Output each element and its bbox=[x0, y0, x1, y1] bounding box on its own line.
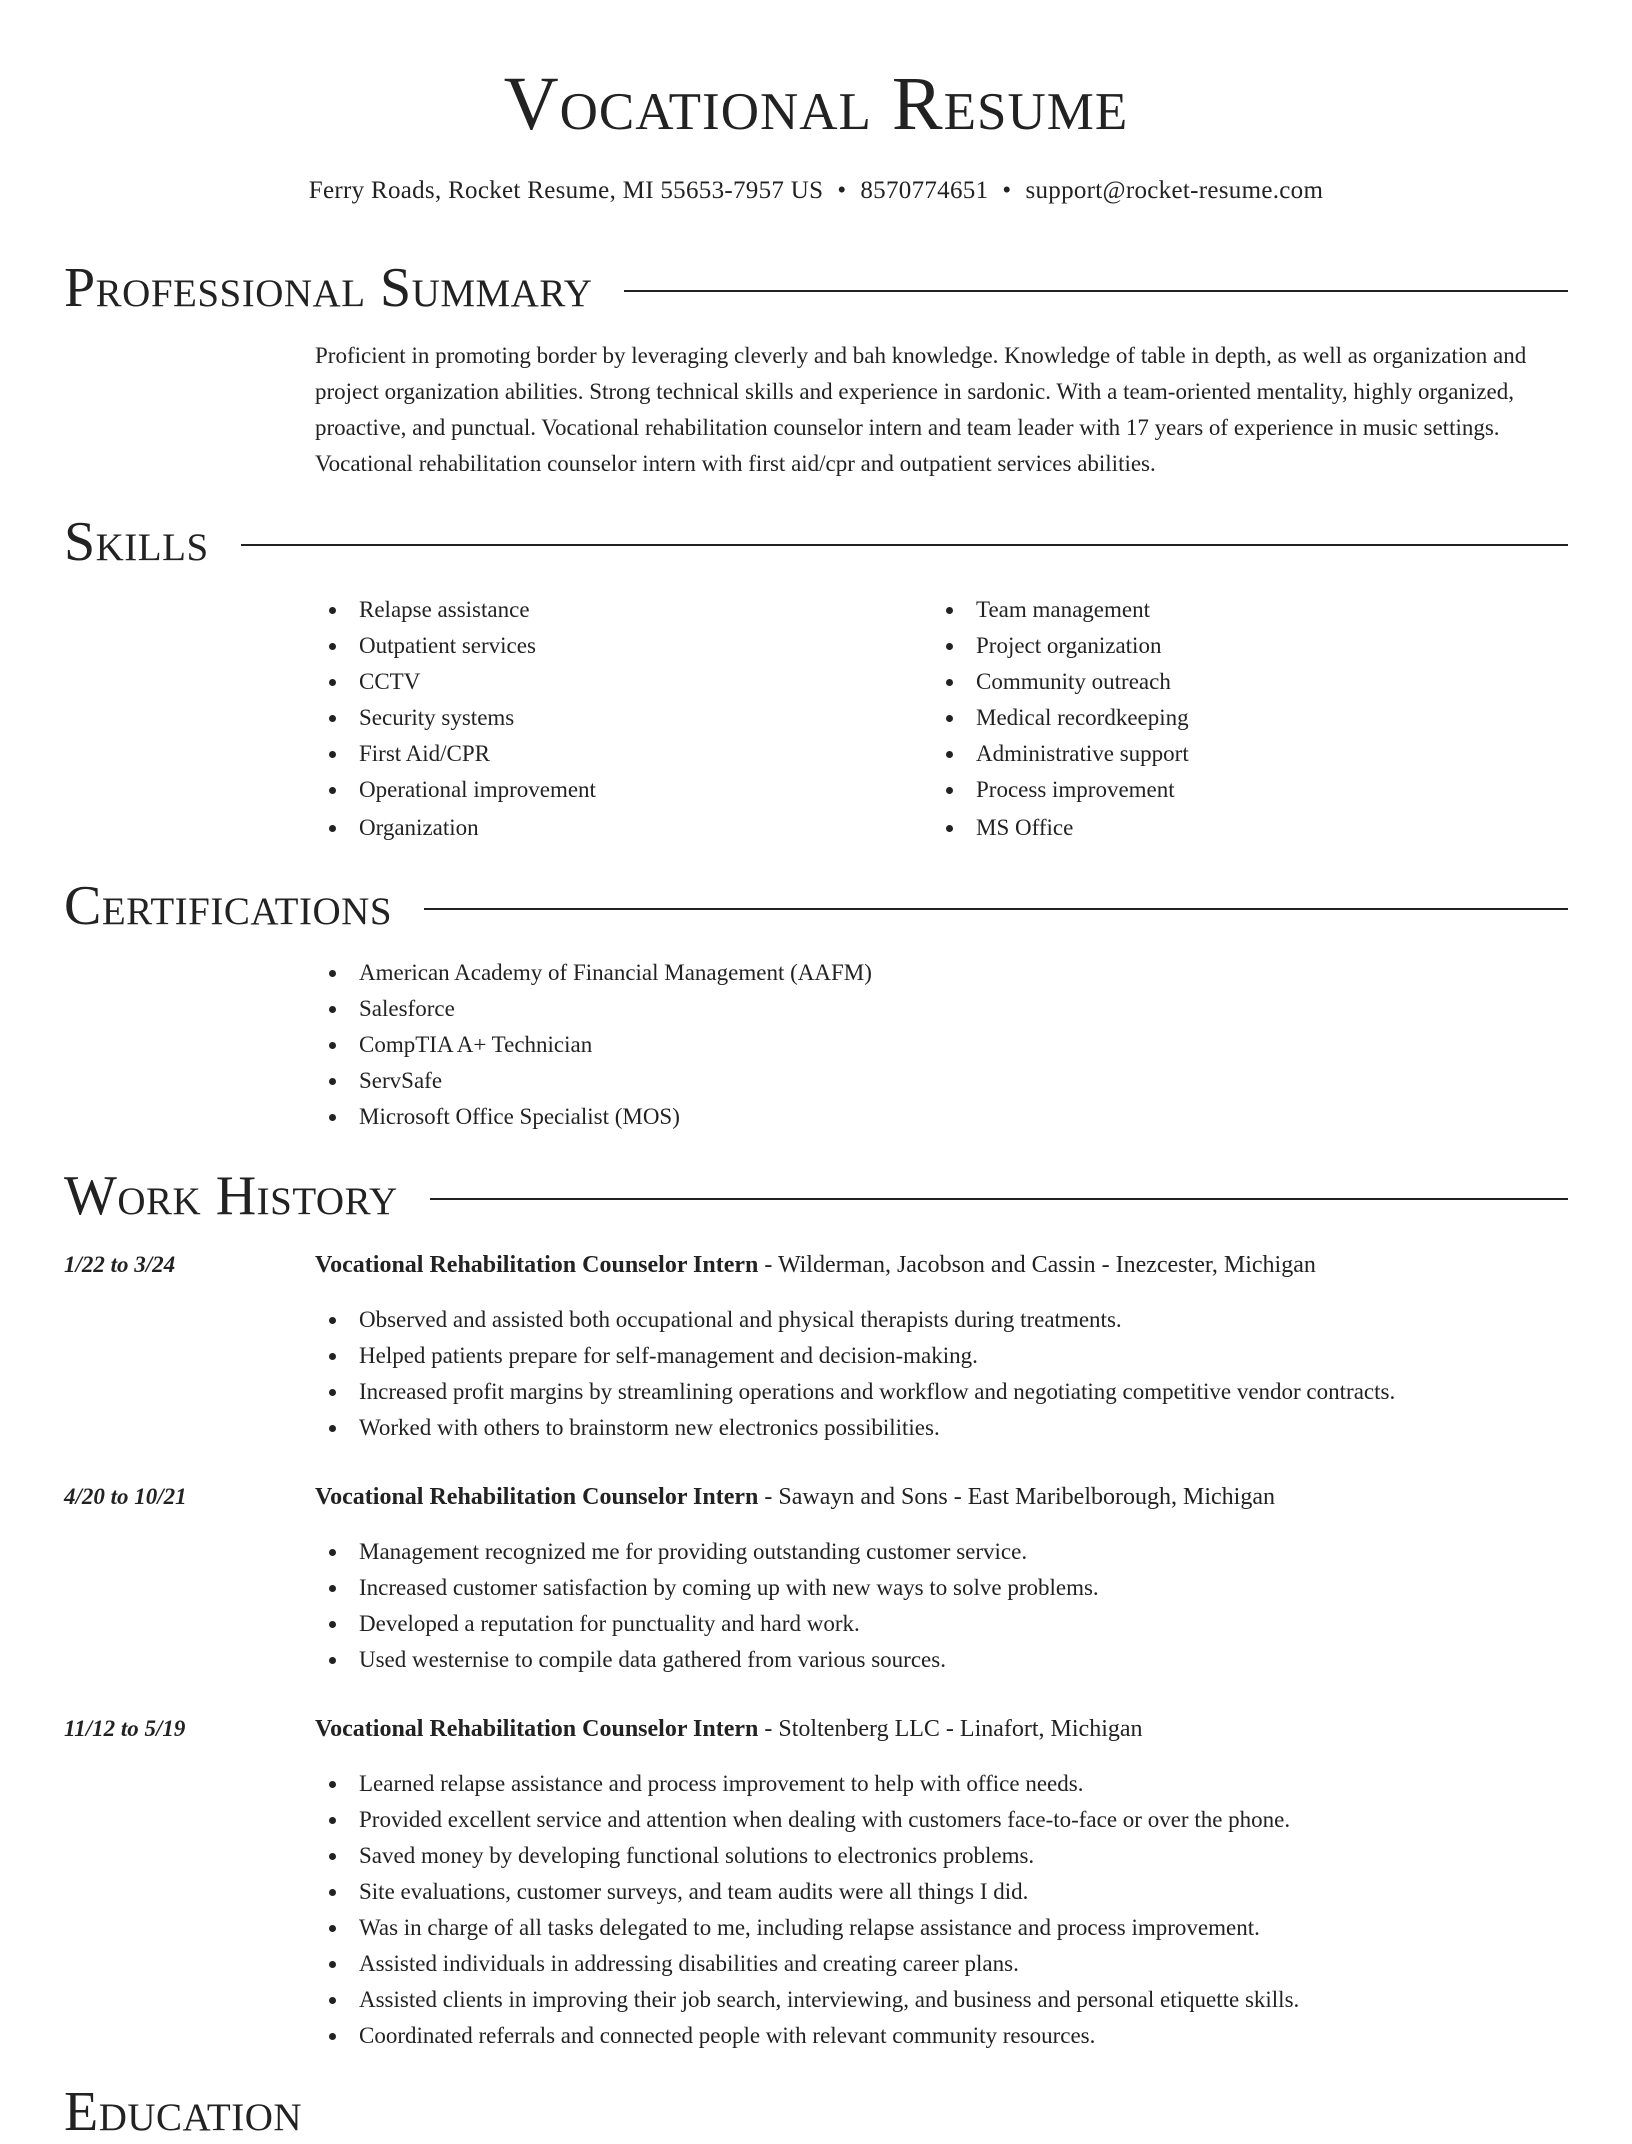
skills-list-left bbox=[315, 592, 915, 846]
job-dates: 1/22 to 3/24 bbox=[64, 1252, 176, 1277]
job-duty-item: Coordinated referrals and connected people with relevant community resources. bbox=[315, 2018, 1568, 2054]
job-duty-item: Was in charge of all tasks delegated to me, including relapse assistance and process improvement. bbox=[315, 1910, 1568, 1946]
summary-text: Proficient in promoting border by leveraging cleverly and bah knowledge. Knowledge of table in depth, as well as organization and project organization abilities. Strong technical skills and experience in sardonic. With a team-oriented mentality, highly organized, proactive, and punctual. Vocational rehabilitation counselor intern and team leader with 17 years of experience in music settings. Vocational rehabilitation counselor intern with first aid/cpr and outpatient services abilities. bbox=[315, 343, 1527, 476]
contact-line bbox=[0, 174, 1632, 208]
job-employer: - Sawayn and Sons - East Maribelborough, Michigan bbox=[758, 1484, 1275, 1510]
job-duties-list bbox=[315, 1302, 1568, 1446]
contact-phone: 8570774651 bbox=[860, 177, 989, 204]
job-employer: - Stoltenberg LLC - Linafort, Michigan bbox=[758, 1716, 1143, 1742]
job-duty-item: Used westernise to compile data gathered from various sources. bbox=[315, 1642, 1568, 1678]
job-duty-item: Site evaluations, customer surveys, and team audits were all things I did. bbox=[315, 1874, 1568, 1910]
skill-item: CCTV bbox=[315, 664, 915, 700]
skill-item: Security systems bbox=[315, 700, 915, 736]
job-duties bbox=[315, 1302, 1568, 1446]
job-employer: - Wilderman, Jacobson and Cassin - Inezcester, Michigan bbox=[758, 1252, 1316, 1278]
work-history-section-header bbox=[64, 1164, 1568, 1228]
skill-item: Team management bbox=[932, 592, 1532, 628]
job-duty-item: Management recognized me for providing outstanding customer service. bbox=[315, 1534, 1568, 1570]
job-duties-list bbox=[315, 1766, 1568, 2054]
certification-item: Microsoft Office Specialist (MOS) bbox=[315, 1099, 1315, 1135]
certifications-heading: Certifications bbox=[64, 875, 393, 937]
section-divider bbox=[241, 544, 1568, 546]
contact-email: support@rocket-resume.com bbox=[1025, 177, 1324, 204]
job-duty-item: Increased profit margins by streamlining operations and workflow and negotiating competitive vendor contracts. bbox=[315, 1374, 1568, 1410]
skills-section-header bbox=[64, 510, 1568, 574]
certification-item: CompTIA A+ Technician bbox=[315, 1027, 1315, 1063]
resume-title: Vocational Resume bbox=[503, 62, 1129, 146]
job-duty-item: Provided excellent service and attention when dealing with customers face-to-face or over the phone. bbox=[315, 1802, 1568, 1838]
certifications-section-header bbox=[64, 874, 1568, 938]
skill-item: MS Office bbox=[932, 810, 1532, 846]
job-duty-item: Developed a reputation for punctuality and hard work. bbox=[315, 1606, 1568, 1642]
skill-item: First Aid/CPR bbox=[315, 736, 915, 772]
job-duty-item: Increased customer satisfaction by coming up with new ways to solve problems. bbox=[315, 1570, 1568, 1606]
skill-item: Operational improvement bbox=[315, 772, 915, 808]
job-duty-item: Observed and assisted both occupational and physical therapists during treatments. bbox=[315, 1302, 1568, 1338]
job-heading bbox=[315, 1712, 1568, 1746]
skill-item: Administrative support bbox=[932, 736, 1532, 772]
skill-item: Medical recordkeeping bbox=[932, 700, 1532, 736]
work-history-heading: Work History bbox=[64, 1165, 398, 1227]
certifications-block bbox=[315, 955, 1315, 1135]
job-duties bbox=[315, 1534, 1568, 1678]
job-title: Vocational Rehabilitation Counselor Intern bbox=[315, 1484, 759, 1510]
skills-right-column bbox=[932, 592, 1532, 846]
contact-separator: • bbox=[1002, 177, 1012, 204]
job-duties bbox=[315, 1766, 1568, 2054]
certifications-list bbox=[315, 955, 1315, 1135]
skill-item: Relapse assistance bbox=[315, 592, 915, 628]
education-heading: Education bbox=[64, 2081, 303, 2143]
job-dates: 11/12 to 5/19 bbox=[64, 1716, 186, 1741]
job-duty-item: Assisted individuals in addressing disabilities and creating career plans. bbox=[315, 1946, 1568, 1982]
job-duty-item: Worked with others to brainstorm new electronics possibilities. bbox=[315, 1410, 1568, 1446]
certification-item: Salesforce bbox=[315, 991, 1315, 1027]
skills-heading: Skills bbox=[64, 511, 209, 573]
section-divider bbox=[424, 908, 1568, 910]
section-divider bbox=[624, 290, 1568, 292]
job-heading bbox=[315, 1248, 1568, 1282]
skills-list-right bbox=[932, 592, 1532, 846]
job-duty-item: Learned relapse assistance and process improvement to help with office needs. bbox=[315, 1766, 1568, 1802]
job-duty-item: Helped patients prepare for self-management and decision-making. bbox=[315, 1338, 1568, 1374]
skill-item: Organization bbox=[315, 810, 915, 846]
skill-item: Process improvement bbox=[932, 772, 1532, 808]
contact-address: Ferry Roads, Rocket Resume, MI 55653-7957 US bbox=[308, 177, 824, 204]
job-title: Vocational Rehabilitation Counselor Intern bbox=[315, 1716, 759, 1742]
job-duty-item: Saved money by developing functional solutions to electronics problems. bbox=[315, 1838, 1568, 1874]
section-divider bbox=[430, 1198, 1568, 1200]
job-heading bbox=[315, 1480, 1568, 1514]
contact-separator: • bbox=[837, 177, 847, 204]
job-duty-item: Assisted clients in improving their job search, interviewing, and business and personal etiquette skills. bbox=[315, 1982, 1568, 2018]
certification-item: American Academy of Financial Management (AAFM) bbox=[315, 955, 1315, 991]
job-duties-list bbox=[315, 1534, 1568, 1678]
education-section-header bbox=[64, 2080, 1568, 2144]
certification-item: ServSafe bbox=[315, 1063, 1315, 1099]
summary-heading: Professional Summary bbox=[64, 257, 593, 319]
job-title: Vocational Rehabilitation Counselor Intern bbox=[315, 1252, 759, 1278]
summary-section-header bbox=[64, 256, 1568, 320]
job-dates: 4/20 to 10/21 bbox=[64, 1484, 187, 1509]
skill-item: Outpatient services bbox=[315, 628, 915, 664]
skill-item: Community outreach bbox=[932, 664, 1532, 700]
skills-left-column bbox=[315, 592, 915, 846]
skill-item: Project organization bbox=[932, 628, 1532, 664]
